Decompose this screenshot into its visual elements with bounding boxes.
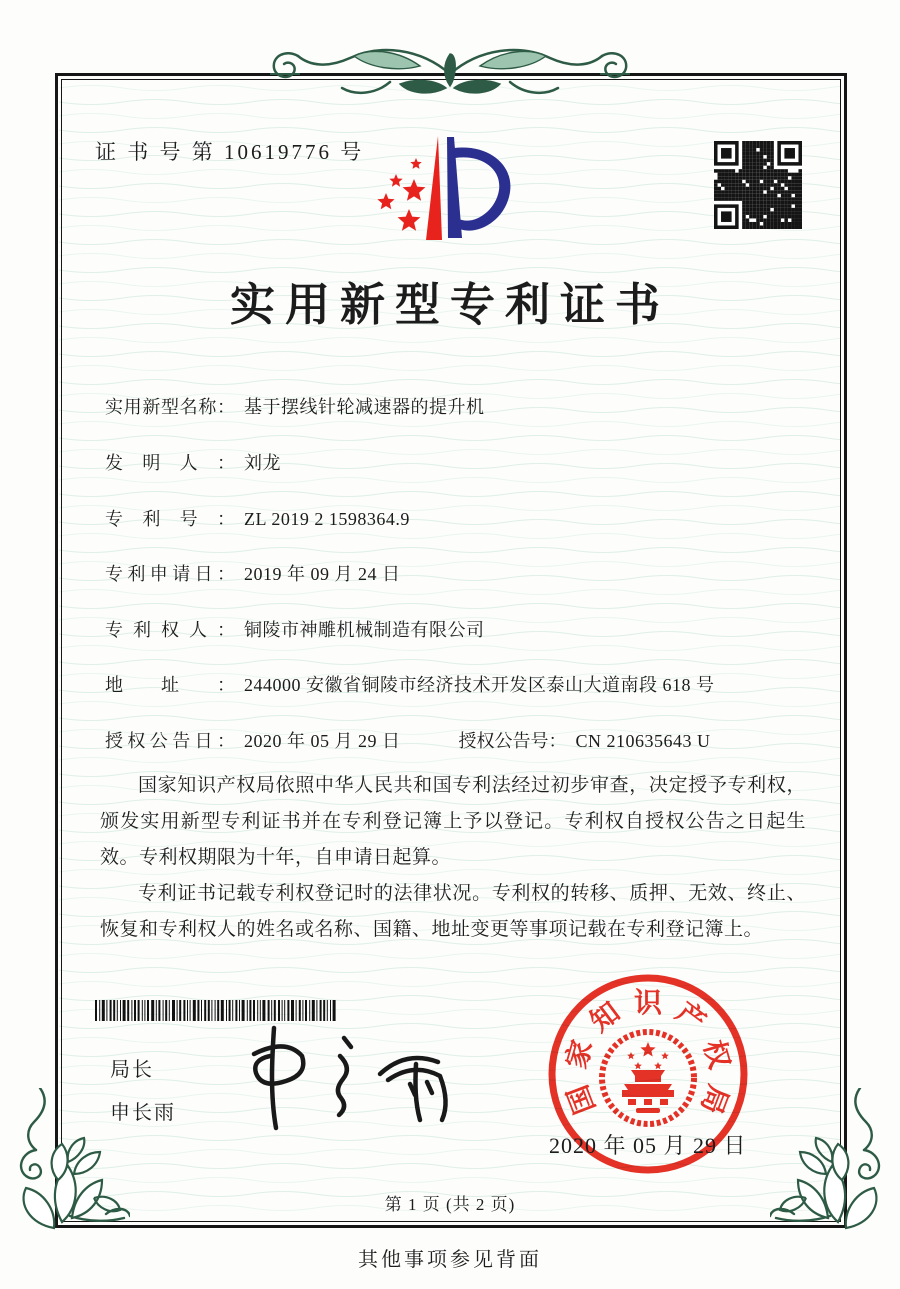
field-row-grant [105, 727, 815, 753]
director-title: 局长 [110, 1059, 154, 1081]
logo-letter-p [447, 137, 510, 238]
field-row-name [105, 393, 815, 419]
field-label: 授权公告号： [458, 731, 567, 751]
field-row-filing-date [105, 560, 815, 586]
cnipa-logo [372, 122, 532, 262]
svg-text:产: 产 [669, 996, 711, 1039]
svg-text:国: 国 [562, 1080, 602, 1118]
seal-date: 2020 年 05 月 29 日 [549, 1133, 747, 1158]
field-value: 2020 年 05 月 29 日 [244, 731, 401, 751]
seal-national-emblem [602, 1032, 694, 1124]
top-flourish-ornament [270, 30, 630, 120]
field-value: 244000 安徽省铜陵市经济技术开发区泰山大道南段 618 号 [244, 675, 715, 695]
legal-paragraph-1: 国家知识产权局依照中华人民共和国专利法经过初步审查，决定授予专利权，颁发实用新型专利证书并在专利登记簿上予以登记。专利权自授权公告之日起生效。专利权期限为十年，自申请日起算。 [100, 775, 806, 868]
field-value: 基于摆线针轮减速器的提升机 [244, 397, 485, 417]
field-value: CN 210635643 U [575, 731, 711, 751]
back-note: 其他事项参见背面 [358, 1249, 542, 1271]
legal-paragraph-2: 专利证书记载专利权登记时的法律状况。专利权的转移、质押、无效、终止、恢复和专利权人的姓名或名称、国籍、地址变更等事项记载在专利登记簿上。 [100, 883, 806, 940]
svg-text:权: 权 [697, 1036, 735, 1073]
field-label: 地址： [105, 675, 235, 695]
field-label: 授权公告日： [105, 731, 235, 751]
field-value: 铜陵市神雕机械制造有限公司 [244, 620, 485, 640]
field-value: 刘龙 [244, 453, 281, 473]
field-label: 专利权人： [105, 620, 235, 640]
corner-ornament-right [770, 1088, 890, 1238]
page-indicator: 第 1 页 (共 2 页) [384, 1195, 516, 1214]
field-label: 发明人： [105, 453, 235, 473]
svg-text:家: 家 [561, 1036, 599, 1073]
field-row-inventor [105, 449, 815, 475]
field-value: ZL 2019 2 1598364.9 [244, 509, 410, 529]
logo-red-wedge [426, 136, 442, 240]
qr-code [714, 141, 802, 229]
svg-text:局: 局 [694, 1080, 734, 1118]
svg-text:识: 识 [633, 988, 663, 1019]
field-label: 专利申请日： [105, 564, 235, 584]
barcode [95, 1000, 341, 1021]
field-label: 专利号： [105, 509, 235, 529]
svg-text:知: 知 [585, 996, 627, 1039]
field-row-address [105, 671, 815, 697]
director-signature [212, 1022, 482, 1137]
certificate-number: 证 书 号 第 10619776 号 [95, 140, 365, 164]
certificate-title: 实用新型专利证书 [229, 280, 670, 330]
logo-stars-icon [377, 158, 425, 231]
legal-text [100, 768, 806, 948]
field-row-patentee [105, 616, 815, 642]
field-value: 2019 年 09 月 24 日 [244, 564, 401, 584]
field-label: 实用新型名称： [105, 397, 235, 417]
director-name: 申长雨 [110, 1102, 176, 1124]
field-row-patent-no [105, 505, 815, 531]
